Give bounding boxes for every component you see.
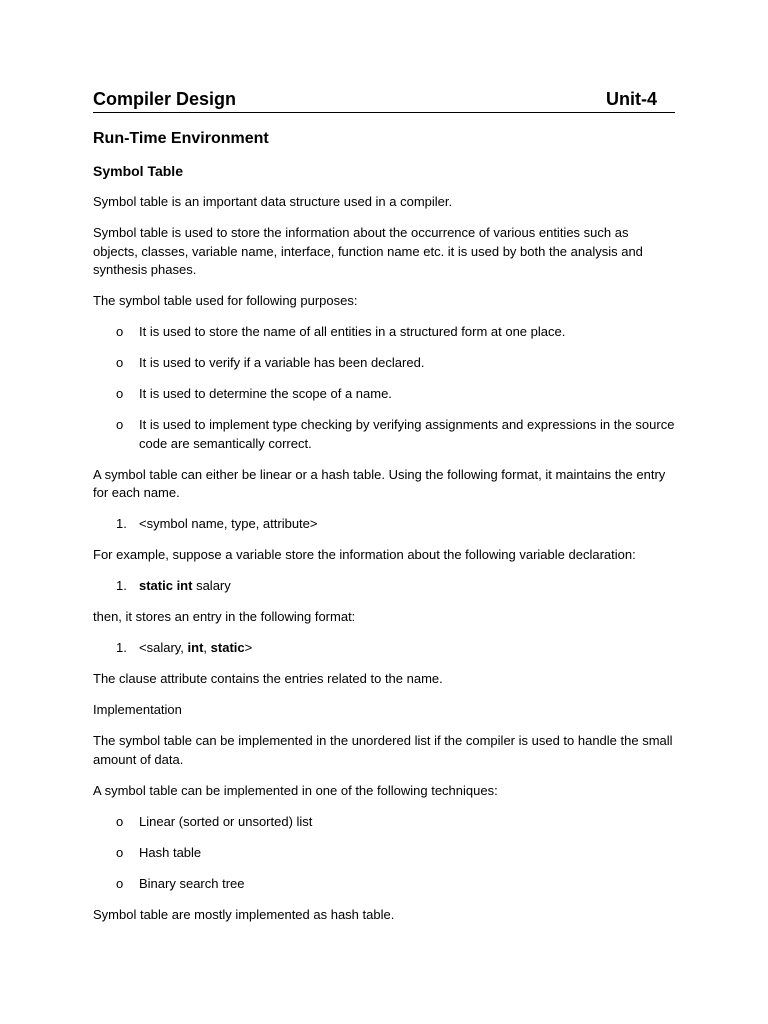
paragraph-example: For example, suppose a variable store the information about the following variable declaration:: [93, 547, 636, 562]
paragraph-conclusion: Symbol table are mostly implemented as hash table.: [93, 906, 395, 922]
bullet-marker: o: [116, 324, 124, 339]
paragraph-format: A symbol table can either be linear or a hash table. Using the following format, it maintains the entry for each name.: [93, 466, 666, 500]
declaration-list: [93, 577, 675, 596]
paragraph-unordered-list: The symbol table can be implemented in the unordered list if the compiler is used to handle the small amount of data.: [93, 733, 673, 767]
code-text: salary: [192, 578, 231, 593]
header-title: Compiler Design: [93, 89, 237, 109]
paragraph-clause: The clause attribute contains the entries related to the name.: [93, 671, 443, 686]
list-item-text: It is used to verify if a variable has been declared.: [139, 355, 425, 370]
list-number: 1.: [116, 640, 127, 655]
bullet-marker: o: [116, 386, 124, 401]
paragraph-implementation-heading: Implementation: [93, 702, 182, 717]
paragraph-usage: Symbol table is used to store the information about the occurrence of various entities such as objects, classes, variable name, interface, function name etc. it is used by both the analysis and synthesis phases.: [93, 225, 643, 277]
header-unit: Unit-4: [606, 89, 657, 109]
list-item: [93, 515, 675, 534]
list-item-text: Binary search tree: [139, 875, 245, 891]
bullet-marker: o: [116, 844, 124, 860]
list-item: [93, 844, 675, 863]
bullet-marker: o: [116, 417, 124, 432]
list-number: 1.: [116, 516, 127, 531]
list-item: [93, 323, 675, 342]
list-item-text: <symbol name, type, attribute>: [139, 516, 318, 531]
code-keyword: int: [187, 640, 204, 655]
subsection-title: Symbol Table: [93, 163, 183, 179]
list-item: [93, 639, 675, 658]
bullet-marker: o: [116, 813, 124, 829]
list-item: [93, 875, 675, 894]
list-item: [93, 416, 675, 453]
format-list: [93, 515, 675, 534]
code-text: >: [244, 640, 253, 655]
page-header: [93, 88, 675, 113]
entry-list: [93, 639, 675, 658]
section-title: Run-Time Environment: [93, 130, 269, 147]
paragraph-techniques-lead: A symbol table can be implemented in one of the following techniques:: [93, 782, 498, 798]
code-text: <salary,: [139, 640, 188, 655]
code-text: ,: [203, 640, 211, 655]
techniques-list: [93, 813, 675, 894]
bullet-marker: o: [116, 875, 124, 891]
paragraph-intro: Symbol table is an important data structure used in a compiler.: [93, 194, 453, 209]
list-number: 1.: [116, 578, 127, 593]
code-keyword: static: [210, 640, 245, 655]
list-item-text: Hash table: [139, 844, 202, 860]
purposes-list: [93, 323, 675, 453]
list-item: [93, 577, 675, 596]
list-item-text: It is used to store the name of all entities in a structured form at one place.: [139, 324, 566, 339]
list-item-text: It is used to implement type checking by verifying assignments and expressions in the source code are semantically correct.: [139, 417, 675, 451]
list-item-text: It is used to determine the scope of a name.: [139, 386, 392, 401]
bullet-marker: o: [116, 355, 124, 370]
list-item-text: Linear (sorted or unsorted) list: [139, 813, 313, 829]
paragraph-entry-lead: then, it stores an entry in the following format:: [93, 609, 356, 624]
code-keyword: static int: [139, 578, 193, 593]
paragraph-purposes-lead: The symbol table used for following purposes:: [93, 293, 358, 308]
list-item: [93, 813, 675, 832]
list-item: [93, 385, 675, 404]
list-item: [93, 354, 675, 373]
document-body: [93, 126, 675, 937]
